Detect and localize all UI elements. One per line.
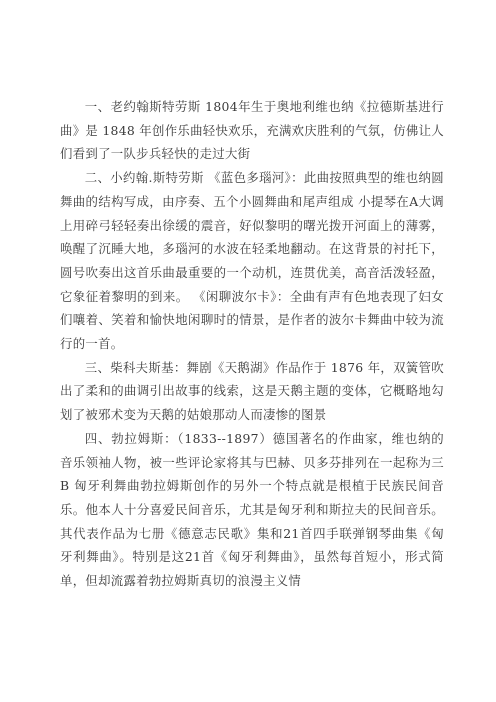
- paragraph-tchaikovsky: 三、柴科夫斯基：舞剧《天鹅湖》作品作于 1876 年，双簧管吹出了柔和的曲调引出故事的线索，这是天鹅主题的变体，它概略地勾划了被邪术变为天鹅的姑娘那动人而凄惨的图景: [60, 359, 444, 423]
- paragraph-johann-strauss-sr: 一、老约翰斯特劳斯 1804年生于奥地利维也纳《拉德斯基进行曲》是 1848 年创作乐曲轻快欢乐，充满欢庆胜利的气氛，仿佛让人们看到了一队步兵轻快的走过大街: [60, 99, 444, 162]
- paragraph-johann-strauss-jr: 二、小约翰.斯特劳斯 《蓝色多瑙河》：此曲按照典型的维也纳圆舞曲的结构写成，由序奏、五个小圆舞曲和尾声组成 小提琴在A大调上用碎弓轻轻奏出徐缓的震音，好似黎明的曙光拨开河面上的薄雾，唤醒了沉睡大地，多瑙河的水波在轻柔地翻动。在这背景的衬托下，圆号吹奏出这首乐曲最重要的一个动机，连贯优美，高音活泼轻盈，它象征着黎明的到来。 《闲聊波尔卡》：全曲有声有色地表现了妇女们嚷着、笑着和愉快地闲聊时的情景，是作者的波尔卡舞曲中较为流行的一首。: [60, 170, 444, 352]
- paragraph-brahms: 四、勃拉姆斯：（1833--1897）德国著名的作曲家，维也纳的音乐领袖人物，被一些评论家将其与巴赫、贝多芬排列在一起称为三 B 匈牙利舞曲勃拉姆斯创作的另外一个特点就是根植于民族民间音乐。他本人十分喜爱民间音乐，尤其是匈牙利和斯拉夫的民间音乐。其代表作品为七册《德意志民歌》集和21首四手联弹钢琴曲集《匈牙利舞曲》。特别是这21首《匈牙利舞曲》，虽然每首短小，形式简单，但却流露着勃拉姆斯真切的浪漫主义情: [60, 430, 444, 589]
- document-body: [60, 95, 444, 593]
